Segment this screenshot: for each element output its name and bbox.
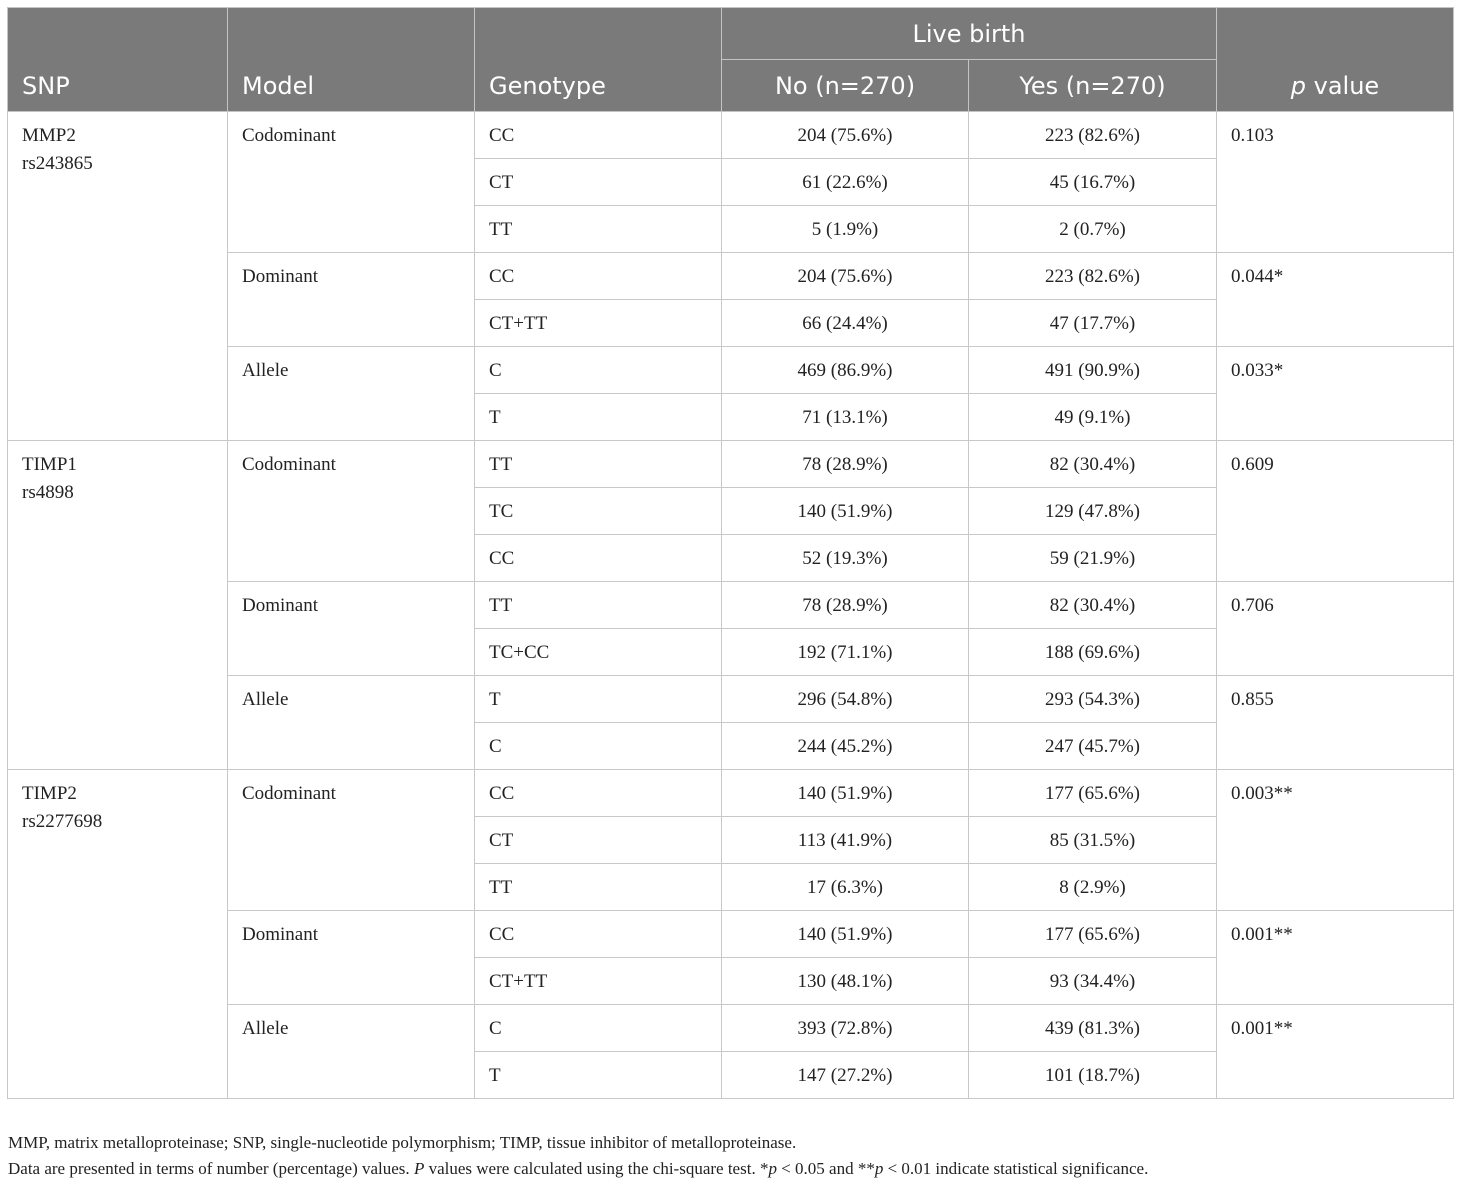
no-count-cell: 140 (51.9%) (722, 911, 969, 958)
model-cell: Codominant (228, 112, 475, 253)
footnote-p-1: p (768, 1159, 777, 1178)
table-row (8, 770, 1454, 817)
model-cell: Allele (228, 676, 475, 770)
yes-count-cell: 188 (69.6%) (969, 629, 1217, 676)
p-value-cell: 0.003** (1217, 770, 1454, 911)
no-count-cell: 5 (1.9%) (722, 206, 969, 253)
p-value-cell: 0.855 (1217, 676, 1454, 770)
yes-count-cell: 101 (18.7%) (969, 1052, 1217, 1099)
p-value-cell: 0.001** (1217, 911, 1454, 1005)
no-count-cell: 78 (28.9%) (722, 441, 969, 488)
genotype-cell: T (475, 676, 722, 723)
p-value-cell: 0.609 (1217, 441, 1454, 582)
snp-rsid: rs4898 (22, 482, 74, 503)
yes-count-cell: 129 (47.8%) (969, 488, 1217, 535)
model-cell: Dominant (228, 911, 475, 1005)
snp-rsid: rs243865 (22, 153, 93, 174)
header-model: Model (228, 8, 475, 112)
footnote-p-2: p (874, 1159, 884, 1178)
genotype-cell: CT+TT (475, 958, 722, 1005)
footnote-statistics (8, 1159, 1448, 1179)
no-count-cell: 469 (86.9%) (722, 347, 969, 394)
genotype-cell: CT (475, 159, 722, 206)
model-cell: Codominant (228, 770, 475, 911)
header-yes: Yes (n=270) (969, 60, 1217, 112)
no-count-cell: 17 (6.3%) (722, 864, 969, 911)
genotype-cell: CT+TT (475, 300, 722, 347)
table-body (8, 112, 1454, 1099)
no-count-cell: 204 (75.6%) (722, 253, 969, 300)
snp-cell (8, 770, 228, 1099)
p-value-cell: 0.103 (1217, 112, 1454, 253)
genotype-cell: C (475, 347, 722, 394)
no-count-cell: 192 (71.1%) (722, 629, 969, 676)
p-value-cell: 0.044* (1217, 253, 1454, 347)
model-cell: Allele (228, 1005, 475, 1099)
no-count-cell: 52 (19.3%) (722, 535, 969, 582)
yes-count-cell: 85 (31.5%) (969, 817, 1217, 864)
header-p-rest: value (1306, 72, 1380, 100)
snp-gene: MMP2 (22, 125, 76, 146)
no-count-cell: 204 (75.6%) (722, 112, 969, 159)
genotype-cell: TT (475, 582, 722, 629)
header-p-value (1217, 8, 1454, 112)
no-count-cell: 130 (48.1%) (722, 958, 969, 1005)
yes-count-cell: 47 (17.7%) (969, 300, 1217, 347)
no-count-cell: 113 (41.9%) (722, 817, 969, 864)
header-p-letter: p (1290, 72, 1307, 100)
yes-count-cell: 45 (16.7%) (969, 159, 1217, 206)
header-live-birth: Live birth (722, 8, 1217, 60)
yes-count-cell: 59 (21.9%) (969, 535, 1217, 582)
genotype-cell: CC (475, 253, 722, 300)
genotype-cell: CT (475, 817, 722, 864)
header-genotype: Genotype (475, 8, 722, 112)
genotype-cell: CC (475, 911, 722, 958)
model-cell: Dominant (228, 253, 475, 347)
footnote-text-b: values were calculated using the chi-square test. * (424, 1159, 769, 1178)
no-count-cell: 393 (72.8%) (722, 1005, 969, 1052)
yes-count-cell: 491 (90.9%) (969, 347, 1217, 394)
snp-cell (8, 441, 228, 770)
footnote-text-d: < 0.01 indicate statistical significance. (883, 1159, 1149, 1178)
genotype-cell: T (475, 1052, 722, 1099)
yes-count-cell: 293 (54.3%) (969, 676, 1217, 723)
genotype-cell: TT (475, 206, 722, 253)
genotype-cell: C (475, 723, 722, 770)
no-count-cell: 296 (54.8%) (722, 676, 969, 723)
snp-gene: TIMP2 (22, 783, 77, 804)
no-count-cell: 71 (13.1%) (722, 394, 969, 441)
no-count-cell: 140 (51.9%) (722, 770, 969, 817)
table-header (8, 8, 1454, 112)
yes-count-cell: 8 (2.9%) (969, 864, 1217, 911)
footnote-p-upper: P (413, 1159, 425, 1178)
yes-count-cell: 82 (30.4%) (969, 582, 1217, 629)
no-count-cell: 140 (51.9%) (722, 488, 969, 535)
no-count-cell: 244 (45.2%) (722, 723, 969, 770)
yes-count-cell: 49 (9.1%) (969, 394, 1217, 441)
no-count-cell: 66 (24.4%) (722, 300, 969, 347)
snp-cell (8, 112, 228, 441)
table-row (8, 112, 1454, 159)
yes-count-cell: 177 (65.6%) (969, 911, 1217, 958)
model-cell: Dominant (228, 582, 475, 676)
snp-gene: TIMP1 (22, 454, 77, 475)
footnote-text-c: < 0.05 and ** (776, 1159, 875, 1178)
p-value-cell: 0.706 (1217, 582, 1454, 676)
genotype-cell: C (475, 1005, 722, 1052)
model-cell: Codominant (228, 441, 475, 582)
yes-count-cell: 223 (82.6%) (969, 112, 1217, 159)
footnote-abbreviations: MMP, matrix metalloproteinase; SNP, single-nucleotide polymorphism; TIMP, tissue inhibitor of metalloproteinase. (8, 1133, 797, 1152)
genotype-table (7, 7, 1454, 1099)
no-count-cell: 147 (27.2%) (722, 1052, 969, 1099)
p-value-cell: 0.033* (1217, 347, 1454, 441)
genotype-cell: TT (475, 441, 722, 488)
genotype-cell: TT (475, 864, 722, 911)
no-count-cell: 78 (28.9%) (722, 582, 969, 629)
yes-count-cell: 223 (82.6%) (969, 253, 1217, 300)
no-count-cell: 61 (22.6%) (722, 159, 969, 206)
yes-count-cell: 93 (34.4%) (969, 958, 1217, 1005)
yes-count-cell: 177 (65.6%) (969, 770, 1217, 817)
snp-rsid: rs2277698 (22, 811, 103, 832)
yes-count-cell: 82 (30.4%) (969, 441, 1217, 488)
yes-count-cell: 439 (81.3%) (969, 1005, 1217, 1052)
yes-count-cell: 2 (0.7%) (969, 206, 1217, 253)
p-value-cell: 0.001** (1217, 1005, 1454, 1099)
model-cell: Allele (228, 347, 475, 441)
header-snp: SNP (8, 8, 228, 112)
footnote-text-a: Data are presented in terms of number (percentage) values. (8, 1159, 414, 1178)
genotype-cell: TC+CC (475, 629, 722, 676)
table-row (8, 441, 1454, 488)
genotype-cell: TC (475, 488, 722, 535)
genotype-cell: CC (475, 770, 722, 817)
genotype-cell: CC (475, 112, 722, 159)
yes-count-cell: 247 (45.7%) (969, 723, 1217, 770)
genotype-cell: T (475, 394, 722, 441)
header-no: No (n=270) (722, 60, 969, 112)
genotype-cell: CC (475, 535, 722, 582)
